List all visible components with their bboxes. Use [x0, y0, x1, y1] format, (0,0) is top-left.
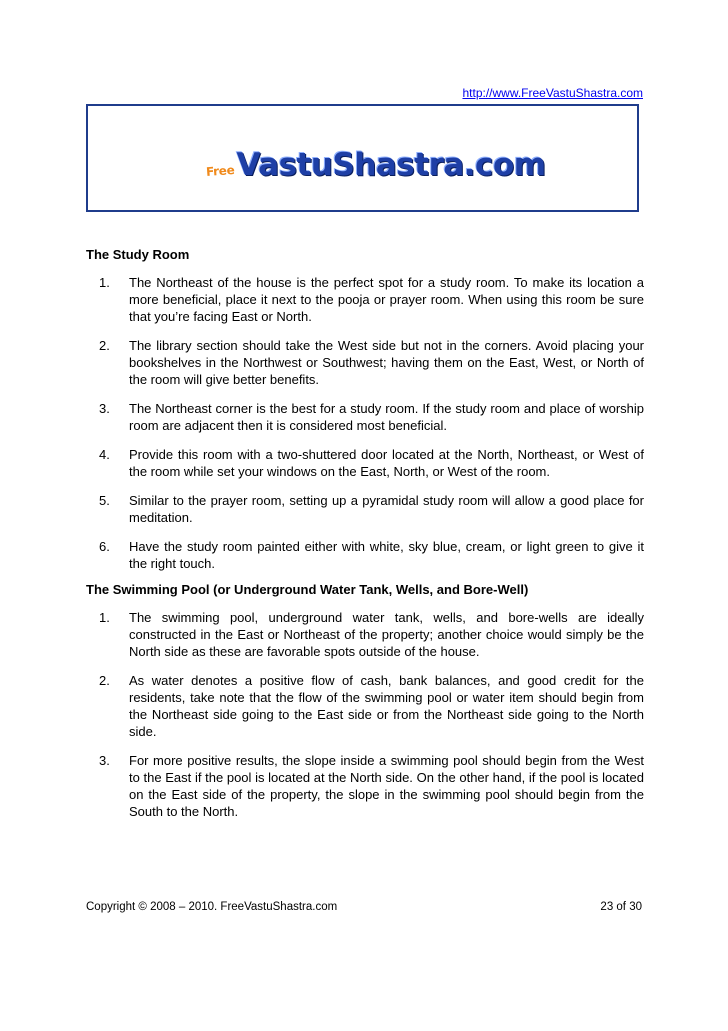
section-title-study-room: The Study Room [86, 247, 190, 262]
header-url-link[interactable]: http://www.FreeVastuShastra.com [462, 86, 643, 100]
page-number: 23 of 30 [600, 901, 642, 913]
list-item: 1. The swimming pool, underground water tank, wells, and bore-wells are ideally constructed in the East or Northeast of the property; another choice would simply be the North side as these are favorable spots outside of the house. [99, 610, 644, 659]
page-content [86, 247, 644, 820]
list-item: 3. The Northeast corner is the best for a study room. If the study room and place of worship room are adjacent then it is considered most beneficial. [99, 401, 644, 433]
list-item: 6. Have the study room painted either with white, sky blue, cream, or light green to give it the right touch. [99, 539, 644, 571]
logo-prefix: Free [205, 163, 235, 179]
site-banner [86, 104, 639, 212]
list-item: 4. Provide this room with a two-shuttered door located at the North, Northeast, or West of the room while set your windows on the East, North, or West of the room. [99, 447, 644, 479]
list-item: 5. Similar to the prayer room, setting up a pyramidal study room will allow a good place for meditation. [99, 493, 644, 525]
list-item: 3. For more positive results, the slope inside a swimming pool should begin from the West to the East if the pool is located at the North side. On the other hand, if the pool is located on the East side of the property, the slope in the swimming pool should begin from the South to the North. [99, 753, 644, 819]
study-room-list [86, 274, 644, 572]
copyright-text: Copyright © 2008 – 2010. FreeVastuShastra.com [86, 901, 338, 913]
site-logo [206, 144, 546, 182]
section-title-swimming-pool: The Swimming Pool (or Underground Water Tank, Wells, and Bore-Well) [86, 582, 529, 597]
swimming-pool-list [86, 609, 644, 820]
list-item: 2. As water denotes a positive flow of cash, bank balances, and good credit for the residents, take note that the flow of the swimming pool or water item should begin from the Northeast side going to the East side or from the Northeast side going to the North side. [99, 673, 644, 739]
list-item: 2. The library section should take the West side but not in the corners. Avoid placing your bookshelves in the Northwest or Southwest; having them on the East, West, or North of the room will give better benefits. [99, 338, 644, 387]
list-item: 1. The Northeast of the house is the perfect spot for a study room. To make its location a more beneficial, place it next to the pooja or prayer room. When using this room be sure that you’re facing East or North. [99, 275, 644, 324]
logo-text: VastuShastra.com [236, 147, 546, 183]
